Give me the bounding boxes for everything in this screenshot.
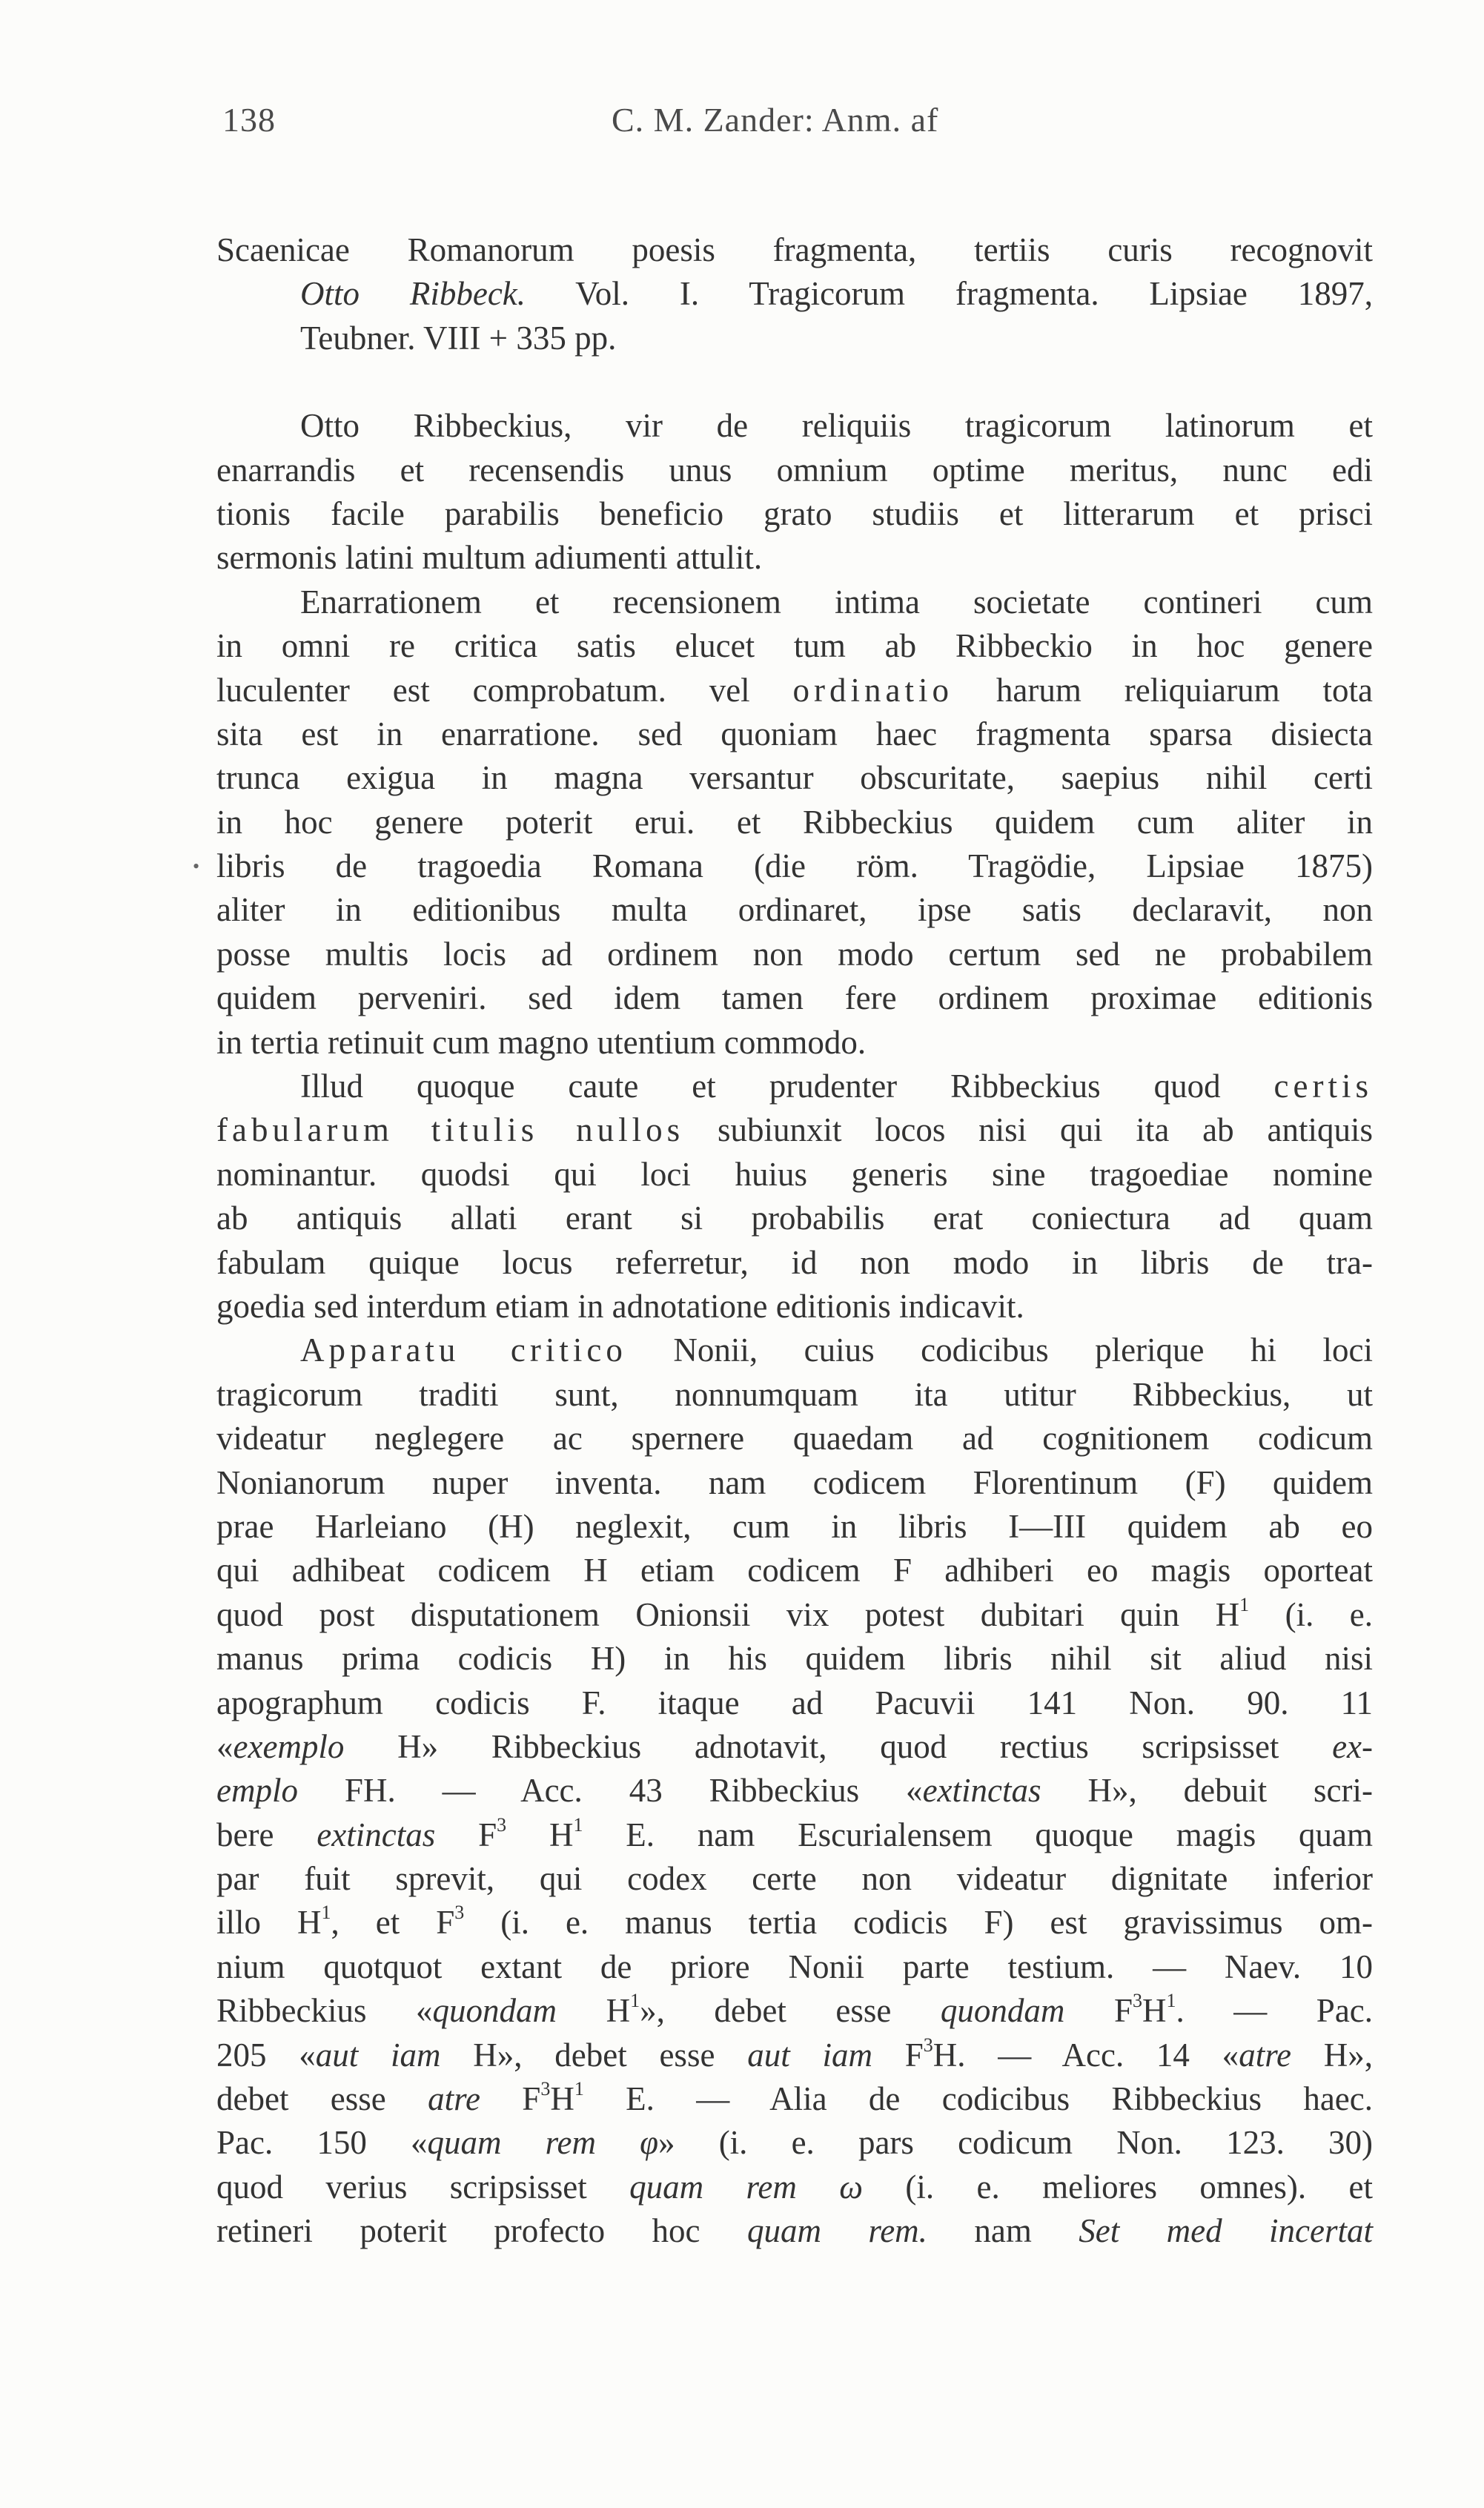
spaced-term: ordinatio <box>792 671 954 709</box>
paragraph-line: qui adhibeat codicem H etiam codicem F adhiberi eo magis oporteat <box>216 1552 1373 1589</box>
paragraph-line: quidem perveniri. sed idem tamen fere ordinem proximae editionis <box>216 979 1373 1017</box>
paragraph-line: Illud quoque caute et prudenter Ribbeckius quod certis <box>300 1068 1373 1105</box>
paragraph-line: quod post disputationem Onionsii vix potest dubitari quin $H^1$ (i. e. <box>216 1593 1374 1633</box>
paragraph-line: sita est in enarratione. sed quoniam haec fragmenta sparsa disiecta <box>216 715 1373 752</box>
paragraph-line: Otto Ribbeckius, vir de reliquiis tragicorum latinorum et <box>300 407 1373 445</box>
paragraph-line: tionis facile parabilis beneficio grato studiis et litterarum et prisci <box>216 494 1373 532</box>
paragraph-line: enarrandis et recensendis unus omnium optime meritus, nunc edi <box>216 451 1373 489</box>
spacer <box>216 360 1373 404</box>
paragraph-line: Enarrationem et recensionem intima societate contineri cum <box>300 583 1373 621</box>
paragraph-line: illo $H^1$, et $F^3$ (i. e. manus tertia codicis F) est gravissimus om- <box>216 1902 1373 1942</box>
paragraph-line: in tertia retinuit cum magno utentium commodo. <box>216 1023 867 1061</box>
paragraph-line: videatur neglegere ac spernere quaedam ad cognitionem codicum <box>216 1420 1373 1458</box>
paragraph-line: tragicorum traditi sunt, nonnumquam ita utitur Ribbeckius, ut <box>216 1375 1373 1413</box>
paragraph-line: 205 «aut iam H», debet esse aut iam $F^3H$. — Acc. 14 «atre H», <box>216 2034 1374 2074</box>
running-head <box>222 100 939 139</box>
paragraph-line: sermonis latini multum adiumenti attulit. <box>216 539 763 577</box>
citation-line: Scaenicae Romanorum poesis fragmenta, tertiis curis recognovit <box>216 231 1373 268</box>
paragraph-line: in hoc genere poterit erui. et Ribbeckius quidem cum aliter in <box>216 803 1373 841</box>
paragraph-line: retineri poterit profecto hoc quam rem. nam Set med incertat <box>216 2212 1374 2250</box>
paragraph-line: debet esse atre $F^3H^1$ E. — Alia de codicibus Ribbeckius haec. <box>216 2078 1374 2118</box>
paragraph-line: fabularum titulis nullos subiunxit locos nisi qui ita ab antiquis <box>216 1111 1373 1149</box>
paragraph-line: nium quotquot extant de priore Nonii parte testium. — Naev. 10 <box>216 1948 1373 1985</box>
paragraph-line: trunca exigua in magna versantur obscuritate, saepius nihil certi <box>216 759 1373 797</box>
paragraph-line: libris de tragoedia Romana (die röm. Tragödie, Lipsiae 1875) <box>216 847 1373 885</box>
paragraph-line: luculenter est comprobatum. vel ordinatio harum reliquiarum tota <box>216 671 1373 709</box>
paragraph-line: posse multis locis ad ordinem non modo certum sed ne probabilem <box>216 935 1373 973</box>
paragraph-line: apographum codicis F. itaque ad Pacuvii 141 Non. 90. 11 <box>216 1684 1373 1721</box>
paragraph-line: Apparatu critico Nonii, cuius codicibus plerique hi loci <box>300 1331 1373 1369</box>
paragraph-line: Pac. 150 «quam rem φ» (i. e. pars codicum Non. 123. 30) <box>216 2124 1373 2162</box>
paragraph-line: goedia sed interdum etiam in adnotatione editionis indicavit. <box>216 1287 1024 1325</box>
paragraph-line: Ribbeckius «quondam $H^1$», debet esse quondam $F^3H^1$. — Pac. <box>216 1990 1374 2030</box>
paragraph-line: Nonianorum nuper inventa. nam codicem Florentinum (F) quidem <box>216 1463 1373 1501</box>
paragraph-line: manus prima codicis H) in his quidem libris nihil sit aliud nisi <box>216 1640 1373 1678</box>
spaced-term: Apparatu critico <box>300 1331 627 1369</box>
text-block <box>216 228 1373 2254</box>
paragraph-line: bere extinctas $F^3$ $H^1$ E. nam Escurialensem quoque magis quam <box>216 1813 1374 1853</box>
paragraph-line: nominantur. quodsi qui loci huius generis sine tragoediae nomine <box>216 1155 1373 1193</box>
citation-author: Otto Ribbeck. <box>300 275 526 313</box>
paragraph-line: quod verius scripsisset quam rem ω (i. e. meliores omnes). et <box>216 2168 1374 2206</box>
spaced-term: certis <box>1273 1068 1373 1105</box>
stray-mark: • <box>193 856 200 877</box>
paragraph-line: «exemplo H» Ribbeckius adnotavit, quod rectius scripsisset ex- <box>216 1727 1374 1765</box>
paragraph-line: fabulam quique locus referretur, id non modo in libris de tra- <box>216 1243 1373 1281</box>
citation-line: Teubner. VIII + 335 pp. <box>300 319 617 357</box>
spaced-term: fabularum titulis nullos <box>216 1111 685 1149</box>
paragraph-line: prae Harleiano (H) neglexit, cum in libris I—III quidem ab eo <box>216 1507 1373 1545</box>
paragraph-line: aliter in editionibus multa ordinaret, ipse satis declaravit, non <box>216 891 1373 929</box>
paragraph-line: par fuit sprevit, qui codex certe non videatur dignitate inferior <box>216 1860 1373 1898</box>
paragraph-line: in omni re critica satis elucet tum ab Ribbeckio in hoc genere <box>216 627 1373 665</box>
citation-line: Otto Ribbeck. Vol. I. Tragicorum fragmenta. Lipsiae 1897, <box>300 275 1374 313</box>
paragraph-line: ab antiquis allati erant si probabilis erat coniectura ad quam <box>216 1200 1373 1237</box>
running-title: C. M. Zander: Anm. af <box>612 101 939 139</box>
paragraph-line: emplo FH. — Acc. 43 Ribbeckius «extinctas H», debuit scri- <box>216 1772 1374 1810</box>
page-number: 138 <box>222 101 276 139</box>
